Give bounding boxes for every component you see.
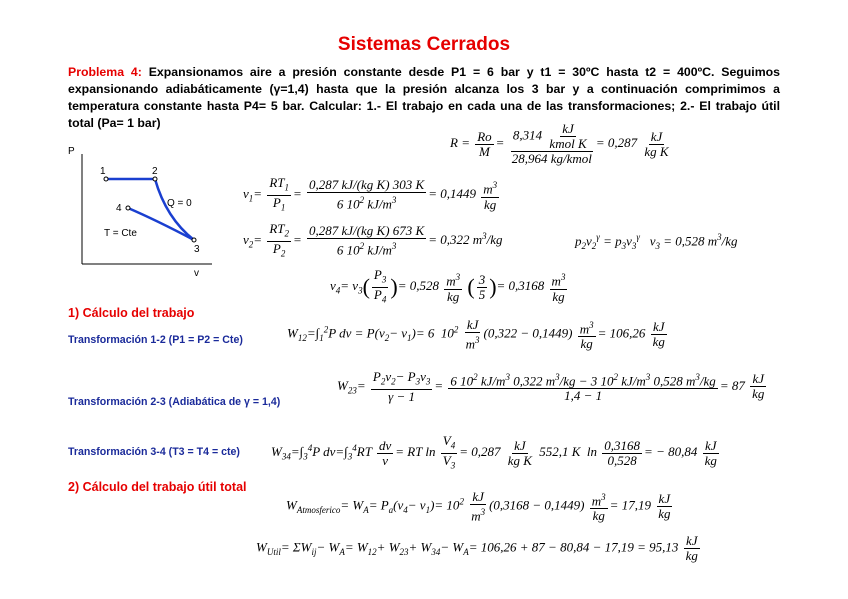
- equation-w-util: $W_{Util}= \Sigma W_{ij}- W_A= W_{12}+ W_{23}+ W_{34}- W_A= 106,26 + 87 - 80,84 - 17,19 = 95,13$ $\frac{kJ}{kg}$: [256, 533, 698, 563]
- w-atm-result: 17,19: [621, 497, 651, 513]
- equation-w-atm: $W_{Atmosferico}= W_A= P_a(v_4- v_1)= 10^2$ $\frac{kJ}{m^3}$ (0,3168 − 0,1449) $\frac{m^3}{kg}$ = 17,19 $\frac{kJ}{kg}$: [286, 489, 671, 524]
- point-3: 3: [194, 244, 200, 255]
- equation-w23: $W_{23}=$ $\frac{P_2v_2- P_3v_3}{\gamma - 1}$ = $\frac{6 10^2 kJ/m^3 0,322 m^3/kg - 3 10^2 kJ/m^3 0,528 m^3/kg}{1,4 - 1}$ = 87 $\frac{kJ}{kg}$: [337, 369, 765, 404]
- section-work: 1) Cálculo del trabajo: [68, 306, 195, 320]
- w34-result: − 80,84: [656, 444, 698, 460]
- q-zero-label: Q = 0: [167, 198, 192, 209]
- equation-w34: $W_{34}=\int_3^4P$ $dv=\int_3^4RT$ $\frac{dv}{v}$ = RT ln $\frac{V_4}{V_3}$ = 0,287 $\frac{kJ}{\text{kg K}}$ 552,1 K ln $\frac{0,3168}{0,528}$ = − 80,84 $\frac{kJ}{kg}$: [271, 433, 717, 471]
- point-2: 2: [152, 166, 158, 177]
- equation-w12: $W_{12}=\int_1^2P$ dv = $P(v_2- v_1)= 6$ $10^2$ $\frac{kJ}{m^3}$ (0,322 − 0,1449) $\frac{m^3}{kg}$ = 106,26 $\frac{kJ}{kg}$: [287, 317, 665, 352]
- v-axis-label: v: [194, 268, 199, 279]
- transformation-2-3-label: Transformación 2-3 (Adiabática de γ = 1,4): [68, 396, 281, 408]
- transformation-1-2-label: Transformación 1-2 (P1 = P2 = Cte): [68, 334, 243, 346]
- w12-result: 106,26: [609, 325, 646, 341]
- point-1: 1: [100, 166, 106, 177]
- point-4: 4: [116, 203, 122, 214]
- w-util-result: 95,13: [649, 539, 679, 555]
- page-title: Sistemas Cerrados: [337, 34, 511, 55]
- transformation-3-4-label: Transformación 3-4 (T3 = T4 = cte): [68, 446, 240, 458]
- equation-v4: $v_4= v_3$( $\frac{P_3}{P_4}$ )= 0,528 $\frac{m^3}{kg}$ ( $\frac{3}{5}$ )= 0,3168 $\frac{m^3}{kg}$: [330, 267, 566, 305]
- equation-v1: $v_1=$ $\frac{RT_1}{P_1}$ = $\frac{\text{0,287 kJ/(kg K) 303 K}}{6 10^2 kJ/m^3}$ = 0,1449 $\frac{m^3}{kg}$: [243, 175, 498, 213]
- w23-result: 87: [731, 377, 745, 393]
- equation-adiabatic: $p_2v_2^\gamma = p_3v_3^\gamma$ $v_3 = 0,528$ $m^3/kg$: [575, 232, 738, 251]
- section-useful-work: 2) Cálculo del trabajo útil total: [68, 480, 247, 494]
- t-cte-label: T = Cte: [104, 228, 137, 239]
- problem-label: Problema 4:: [68, 65, 142, 79]
- pv-diagram: [66, 140, 216, 280]
- equation-v2: $v_2=$ $\frac{RT_2}{P_2}$ = $\frac{\text{0,287 kJ/(kg K) 673 K}}{6 10^2 kJ/m^3}$ = 0,322 $m^3/kg$: [243, 221, 503, 259]
- equation-r: R = $\frac{Ro}{M}$ = 8,314 $\frac{kJ}{\text{kmol K}}$ 28,964 kg/kmol = 0,287 $\frac{kJ}{\text{kg K}}$: [450, 121, 669, 166]
- problem-statement: [68, 64, 780, 132]
- problem-text: Expansionamos aire a presión constante desde P1 = 6 bar y t1 = 30ºC hasta t2 = 400ºC. Seguimos expansionando adiabáticamente (γ=1,4) hasta que la presión alcanza los 3 bar y a continuación comprimimos a temperatura constante hasta P4= 5 bar. Calcular: 1.- El trabajo en cada una de las transformaciones; 2.- El trabajo útil total (Pa= 1 bar): [68, 65, 781, 130]
- p-axis-label: P: [68, 146, 75, 157]
